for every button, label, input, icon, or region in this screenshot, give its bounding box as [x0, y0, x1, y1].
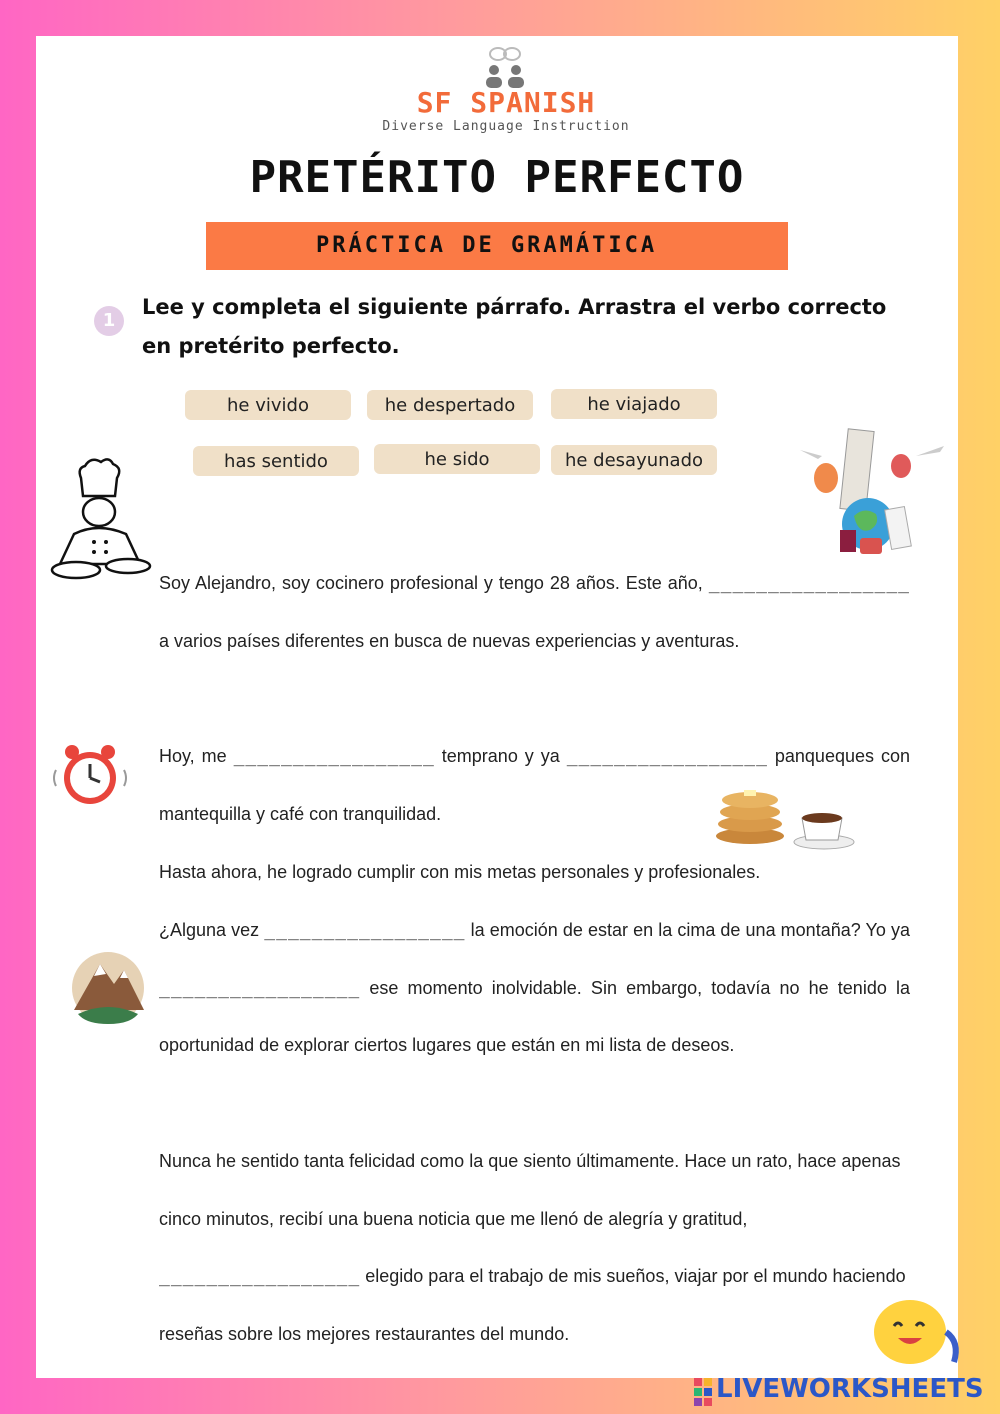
- travel-illustration: [796, 420, 951, 565]
- chef-illustration: [46, 454, 176, 584]
- logo-tagline: Diverse Language Instruction: [382, 119, 630, 134]
- paragraph-4: [159, 902, 910, 1075]
- paragraph-5-text-b: elegido para el trabajo de mis sueños, viajar por el mundo haciendo reseñas sobre los mejores restaurantes del mundo.: [159, 1266, 906, 1345]
- answer-blank-6[interactable]: _________________: [159, 1266, 361, 1288]
- paragraph-2-text-b: temprano y ya: [441, 746, 560, 766]
- answer-blank-3[interactable]: _________________: [566, 746, 768, 767]
- answer-blank-2[interactable]: _________________: [233, 746, 435, 767]
- alarm-clock-icon: [52, 740, 128, 810]
- exercise-instruction: Lee y completa el siguiente párrafo. Arrastra el verbo correcto en pretérito perfecto.: [142, 295, 887, 358]
- paragraph-4-text-b: la emoción de estar en la cima de una montaña? Yo ya: [470, 920, 910, 940]
- word-chip[interactable]: he despertado: [367, 390, 533, 420]
- sf-spanish-logo: [356, 46, 656, 156]
- answer-blank-4[interactable]: _________________: [264, 920, 466, 941]
- paragraph-3: [159, 844, 910, 902]
- smiley-mascot-icon: [868, 1296, 968, 1376]
- paragraph-5: [159, 1133, 910, 1364]
- liveworksheets-logo-icon: [692, 1375, 714, 1411]
- logo-brand: SF SPANISH: [416, 86, 596, 119]
- paragraph-1-text-b: a varios países diferentes en busca de nuevas experiencias y aventuras.: [159, 630, 740, 651]
- word-chip[interactable]: he vivido: [185, 390, 351, 420]
- paragraph-4-text-a: ¿Alguna vez: [159, 920, 260, 940]
- paragraph-5-text-a: Nunca he sentido tanta felicidad como la que siento últimamente. Hace un rato, hace apenas cinco minutos, recibí una buena noticia que me llenó de alegría y gratitud,: [159, 1151, 901, 1229]
- paragraph-1: [159, 555, 910, 670]
- answer-blank-5[interactable]: _________________: [159, 977, 361, 999]
- word-chip[interactable]: has sentido: [193, 446, 359, 476]
- liveworksheets-brand: LIVEWORKSHEETS: [716, 1374, 984, 1404]
- subtitle-banner: PRÁCTICA DE GRAMÁTICA: [206, 222, 788, 270]
- page-title: PRETÉRITO PERFECTO: [249, 152, 745, 203]
- mountain-icon: [70, 940, 146, 1028]
- paragraph-4-text-c: ese momento inolvidable. Sin embargo, todavía no he tenido la oportunidad de explorar ciertos lugares que están en mi lista de deseos.: [159, 977, 910, 1056]
- paragraph-1-text-a: Soy Alejandro, soy cocinero profesional y tengo 28 años. Este año,: [159, 573, 703, 593]
- people-chat-icon: [476, 46, 536, 90]
- paragraph-2-text-c: panqueques con mantequilla y café con tranquilidad.: [159, 746, 910, 824]
- worksheet-page: [36, 36, 958, 1378]
- paragraph-2-text-a: Hoy, me: [159, 746, 227, 766]
- word-chip[interactable]: he sido: [374, 444, 540, 474]
- answer-blank-1[interactable]: _________________: [708, 573, 910, 594]
- exercise-number-badge: 1: [94, 306, 124, 336]
- word-chip[interactable]: he desayunado: [551, 445, 717, 475]
- word-chip[interactable]: he viajado: [551, 389, 717, 419]
- paragraph-3-text: Hasta ahora, he logrado cumplir con mis metas personales y profesionales.: [159, 862, 761, 882]
